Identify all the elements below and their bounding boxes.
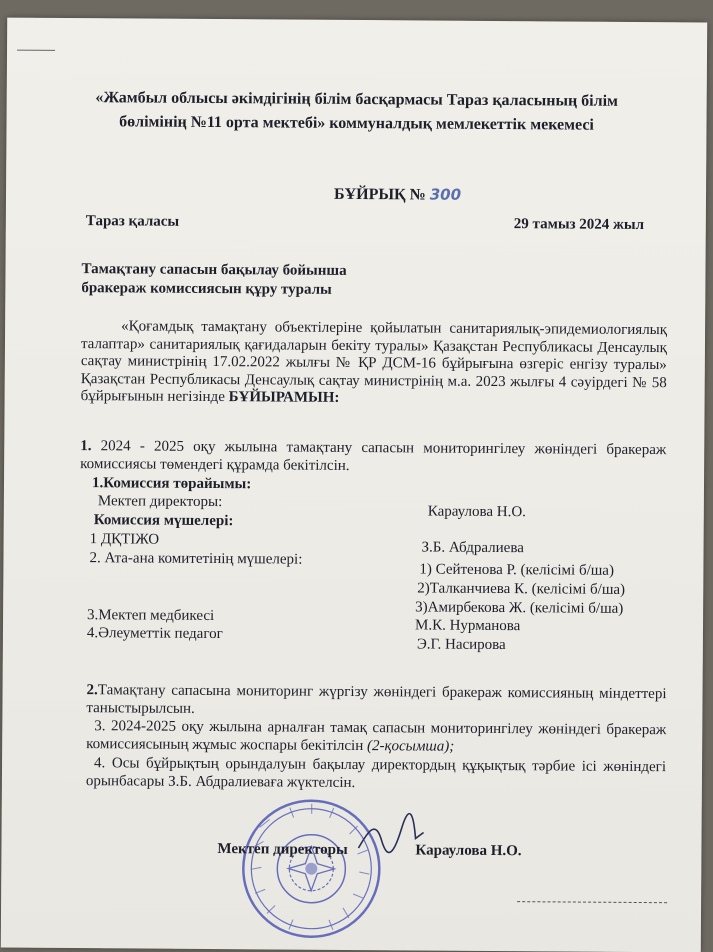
item-3-note: (2-қосымша); (367, 738, 454, 755)
member-3-role: 3.Мектеп медбикесі (87, 607, 214, 625)
item-2-number: 2. (87, 682, 98, 698)
member-2-name-2: 2)Талканчиева К. (келісімі б/ша) (417, 580, 625, 598)
member-4-name: Э.Г. Насирова (417, 636, 506, 654)
member-4-role: 4.Әлеуметтік педагог (87, 625, 223, 643)
item-1-text: 2024 - 2025 оқу жылына тамақтану сапасын мониторингілеу жөніндегі бракераж комиссиясы төмендегі құрамда бекітілсін. (80, 438, 666, 473)
chair-role: Мектеп директоры: (98, 493, 223, 511)
item-1 (80, 438, 666, 477)
item-4-text: 4. Осы бұйрықтың орындалуын бақылау директордың құқықтық тәрбие ісі жөніндегі орынбасары З.Б. Абдралиеваға жүктелсін. (86, 755, 666, 790)
preamble (81, 318, 668, 410)
date: 29 тамыз 2024 жыл (514, 216, 644, 234)
order-word: БҰЙЫРАМЫН: (229, 389, 340, 406)
chair-heading: 1.Комиссия төрайымы: (92, 475, 251, 493)
place: Тараз қаласы (86, 213, 179, 231)
item-3-text: 3. 2024-2025 оқу жылына арналған тамақ сапасын мониторингілеу жөніндегі бракераж комиссиясының жұмыс жоспары бекітілсін (86, 718, 666, 753)
item-2-text: Тамақтану сапасына мониторинг жүргізу жөніндегі бракераж комиссияның міндеттері таныстырылсын. (86, 682, 666, 716)
subject-line-1: Тамақтану сапасын бақылау бойынша (81, 261, 346, 280)
member-1-name: З.Б. Абдралиева (422, 539, 524, 557)
member-2-name-3: 3)Амирбекова Ж. (келісімі б/ша) (415, 599, 623, 617)
pencil-mark-bottom (517, 901, 667, 903)
order-title (334, 185, 461, 205)
member-2-name-1: 1) Сейтенова Р. (келісімі б/ша) (419, 561, 614, 579)
signature-name: Караулова Н.О. (415, 842, 521, 860)
item-1-number: 1. (80, 438, 91, 454)
member-1-role: 1 ДҚТІЖО (90, 531, 160, 548)
signature-role: Мектеп директоры (217, 841, 347, 859)
member-3-name: М.К. Нурманова (415, 617, 520, 635)
document-page (1, 18, 707, 952)
item-2 (86, 682, 666, 721)
header-line-2: бөлімінің №11 орта мектебі» коммуналдық мемлекеттік мекемесі (46, 110, 666, 137)
item-3 (86, 718, 666, 757)
item-4 (86, 755, 666, 794)
header-line-1: «Жамбыл облысы әкімдігінің білім басқармасы Тараз қаласының білім (47, 86, 667, 113)
pencil-mark (17, 50, 55, 51)
member-2-role: 2. Ата-ана комитетінің мүшелері: (89, 550, 302, 568)
preamble-text: «Қоғамдық тамақтану объектілеріне қойылатын санитариялық-эпидемиологиялық талаптар» санитариялық қағидаларын бекіту туралы» Қазақстан Республикасы Денсаулық сақтау министрінің 17.02.2022 жылғы № ҚР ДСМ-16 бұйрығына өзгеріс енгізу туралы» Қазақстан Республикасы Денсаулық сақтау министрінің м.а. 2023 жылғы 4 сәуірдегі № 58 бұйрығынын негізінде (81, 318, 668, 405)
order-number: 300 (430, 186, 461, 204)
subject-line-2: бракераж комиссиясын құру туралы (81, 280, 332, 299)
chair-name: Караулова Н.О. (428, 504, 526, 522)
order-title-label: БҰЙРЫҚ № (334, 186, 426, 204)
members-heading: Комиссия мүшелері: (94, 512, 234, 530)
